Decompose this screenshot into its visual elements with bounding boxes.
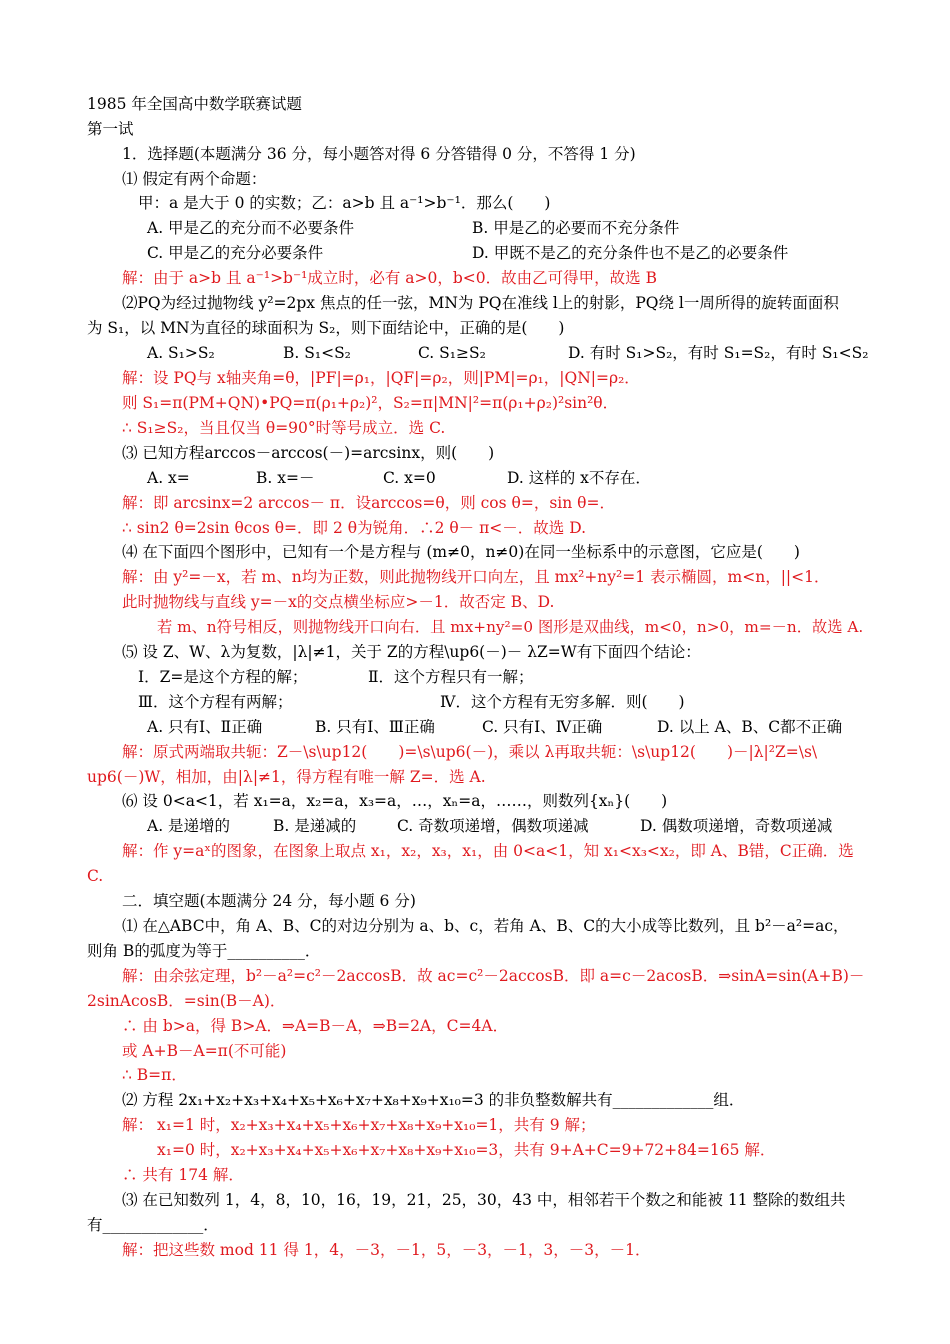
solution-label: 解： [122, 1116, 154, 1134]
question-text: ⑴ 假定有两个命题： [122, 170, 267, 188]
solution-text: 解：把这些数 mod 11 得 1，4，－3，－1，5，－3，－1，3，－3，－1． [122, 1241, 651, 1259]
statement-text: Ⅲ．这个方程有两解； [138, 693, 293, 711]
option-text: C. 奇数项递增，偶数项递减 [397, 817, 589, 835]
option-text: D. 偶数项递增，奇数项递减 [640, 817, 833, 835]
option-text: A. x= [147, 469, 190, 487]
question-text: ⑹ 设 0<a<1，若 x₁=a，x₂=a，x₃=a，…，xₙ=a，……，则数列{xₙ}( ) [122, 792, 668, 810]
option-text: D. 有时 S₁>S₂，有时 S₁=S₂，有时 S₁<S₂ [568, 344, 869, 362]
solution-text: 若 m、n符号相反，则抛物线开口向右．且 mx+ny²=0 图形是双曲线，m<0，n>0，m=－n．故选 A. [157, 618, 864, 636]
solution-text: ∴ 由 b>a，得 B>A．⇒A=B－A，⇒B=2A，C=4A． [122, 1017, 509, 1035]
option-text: C. S₁≥S₂ [418, 344, 486, 362]
option-text: C. x=0 [383, 469, 436, 487]
solution-text: 解：原式两端取共轭：Z－\s\up12( )=\s\up6(－)，乘以 λ再取共轭：\s\up12( )－|λ|²Z=\s\ [122, 743, 818, 761]
option-text: C. 甲是乙的充分必要条件 [147, 244, 324, 262]
section-heading: 第一试 [87, 120, 134, 138]
question-text: 为 S₁，以 MN为直径的球面积为 S₂，则下面结论中，正确的是( ) [87, 319, 565, 337]
option-text: B. 是递减的 [273, 817, 357, 835]
question-text: ⑴ 在△ABC中，角 A、B、C的对边分别为 a、b、c，若角 A、B、C的大小成等比数列，且 b²－a²=ac， [122, 917, 849, 935]
option-text: A. 只有Ⅰ、Ⅱ正确 [147, 718, 263, 736]
solution-text: ∴ 共有 174 解． [122, 1166, 244, 1184]
question-heading: 1．选择题(本题满分 36 分，每小题答对得 6 分答错得 0 分，不答得 1 分) [122, 145, 636, 163]
option-text: B. S₁<S₂ [283, 344, 351, 362]
solution-text: ∴ sin2 θ=2sin θcos θ=．即 2 θ为锐角．∴2 θ－ π<－．故选 D. [122, 519, 587, 537]
solution-text: 解：作 y=aˣ的图象，在图象上取点 x₁，x₂，x₃，x₁，由 0<a<1，知 x₁<x₃<x₂，即 A、B错，C正确．选 [122, 842, 854, 860]
solution-text: up6(－)W，相加，由|λ|≠1，得方程有唯一解 Z=．选 A. [87, 768, 486, 786]
statement-text: Ⅱ．这个方程只有一解； [368, 668, 534, 686]
option-text: B. 只有Ⅰ、Ⅲ正确 [315, 718, 435, 736]
option-text: A. S₁>S₂ [147, 344, 215, 362]
option-text: A. 甲是乙的充分而不必要条件 [147, 219, 355, 237]
solution-text: x₁=0 时，x₂+x₃+x₄+x₅+x₆+x₇+x₈+x₉+x₁₀=3，共有 9+A+C=9+72+84=165 解． [157, 1141, 776, 1159]
solution-text: 则 S₁=π(PM+QN)•PQ=π(ρ₁+ρ₂)²，S₂=π|MN|²=π(ρ₁+ρ₂)²sin²θ． [122, 394, 619, 412]
solution-text: 解：由余弦定理，b²－a²=c²－2accosB．故 ac=c²－2accosB．即 a=c－2acosB．⇒sinA=sin(A+B)－ [122, 967, 865, 985]
question-text: 有_____________． [87, 1216, 219, 1234]
question-text: ⑷ 在下面四个图形中，已知有一个是方程与 (m≠0，n≠0)在同一坐标系中的示意图，它应是( ) [122, 543, 800, 561]
solution-text: 解：设 PQ与 x轴夹角=θ，|PF|=ρ₁，|QF|=ρ₂，则|PM|=ρ₁，|QN|=ρ₂． [122, 369, 640, 387]
solution-text: 解：由 y²=－x，若 m、n均为正数，则此抛物线开口向左，且 mx²+ny²=1 表示椭圆，m<n，||<1． [122, 568, 830, 586]
option-text: B. 甲是乙的必要而不充分条件 [472, 219, 680, 237]
question-text: 甲：a 是大于 0 的实数；乙：a>b 且 a⁻¹>b⁻¹．那么( ) [138, 194, 551, 212]
option-text: C. 只有Ⅰ、Ⅳ正确 [482, 718, 603, 736]
option-text: B. x=－ [256, 469, 315, 487]
section-heading: 二．填空题(本题满分 24 分，每小题 6 分) [122, 892, 416, 910]
solution-text: 或 A+B－A=π(不可能) [122, 1042, 287, 1060]
option-text: A. 是递增的 [147, 817, 231, 835]
solution-text: x₁=1 时，x₂+x₃+x₄+x₅+x₆+x₇+x₈+x₉+x₁₀=1，共有 9 解； [157, 1116, 596, 1134]
solution-text: ∴ S₁≥S₂，当且仅当 θ=90°时等号成立．选 C. [122, 419, 446, 437]
solution-text: 解：即 arcsinx=2 arccos－ π．设arccos=θ，则 cos θ=，sin θ=． [122, 494, 615, 512]
option-text: D. 这样的 x不存在． [507, 469, 651, 487]
solution-text: ∴ B=π． [122, 1066, 187, 1084]
question-text: ⑶ 已知方程arccos－arccos(－)=arcsinx，则( ) [122, 444, 495, 462]
statement-text: Ⅳ．这个方程有无穷多解．则( ) [440, 693, 685, 711]
option-text: D. 以上 A、B、C都不正确 [657, 718, 843, 736]
question-text: 则角 B的弧度为等于__________． [87, 942, 321, 960]
question-text: ⑶ 在已知数列 1，4，8，10，16，19，21，25，30，43 中，相邻若干个数之和能被 11 整除的数组共 [122, 1191, 846, 1209]
solution-text: 此时抛物线与直线 y=－x的交点横坐标应>－1．故否定 B、D. [122, 593, 555, 611]
question-text: ⑵ 方程 2x₁+x₂+x₃+x₄+x₅+x₆+x₇+x₈+x₉+x₁₀=3 的非负整数解共有_____________组． [122, 1091, 745, 1109]
solution-text: 解：由于 a>b 且 a⁻¹>b⁻¹成立时，必有 a>0，b<0．故由乙可得甲，故选 B [122, 269, 657, 287]
solution-text: C. [87, 867, 104, 885]
question-text: ⑵PQ为经过抛物线 y²=2px 焦点的任一弦，MN为 PQ在准线 l上的射影，PQ绕 l一周所得的旋转面面积 [122, 294, 839, 312]
option-text: D. 甲既不是乙的充分条件也不是乙的必要条件 [472, 244, 789, 262]
statement-text: Ⅰ．Z=是这个方程的解； [138, 668, 308, 686]
solution-text: 2sinAcosB．=sin(B－A)． [87, 992, 286, 1010]
page-title: 1985 年全国高中数学联赛试题 [87, 95, 302, 113]
question-text: ⑸ 设 Z、W、λ为复数，|λ|≠1，关于 Z的方程\up6(－)－ λZ=W有下面四个结论： [122, 643, 701, 661]
